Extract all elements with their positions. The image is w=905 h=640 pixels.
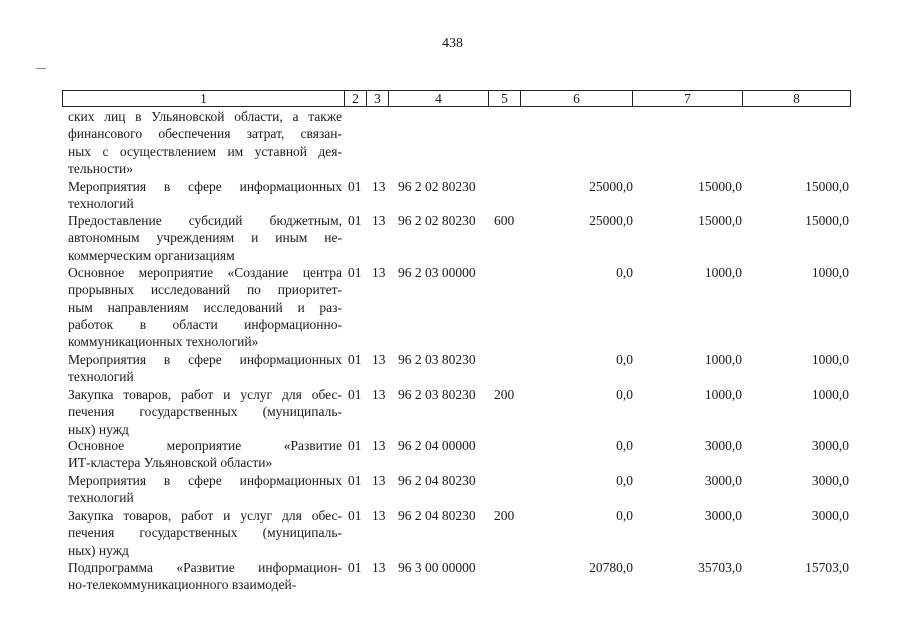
row-cell-c8: 1000,0 — [811, 387, 849, 402]
column-header-8: 8 — [743, 91, 851, 107]
row-name-line: Подпрограмма «Развитие информацион- — [68, 560, 342, 575]
row-cell-c3: 13 — [372, 438, 386, 453]
row-name-line: но-телекоммуникационного взаимодей- — [68, 577, 297, 593]
row-cell-c7: 1000,0 — [704, 387, 742, 402]
row-cell-c8: 1000,0 — [811, 352, 849, 367]
row-cell-c8: 3000,0 — [811, 438, 849, 453]
row-name — [68, 108, 342, 177]
row-cell-c2: 01 — [348, 560, 362, 575]
row-cell-c7: 3000,0 — [704, 508, 742, 523]
row-cell-c7: 1000,0 — [704, 265, 742, 280]
row-cell-c4: 96 2 03 80230 — [398, 387, 476, 402]
row-name-line: прорывных исследований по приоритет- — [68, 282, 342, 298]
row-name-line: Мероприятия в сфере информационных — [68, 179, 342, 194]
row-cell-c5: 600 — [494, 213, 515, 228]
row-name-line: ИТ-кластера Ульяновской области» — [68, 455, 273, 471]
row-cell-c6: 0,0 — [616, 473, 633, 488]
row-cell-c8: 1000,0 — [811, 265, 849, 280]
row-cell-c7: 15000,0 — [698, 179, 742, 194]
row-cell-c4: 96 3 00 00000 — [398, 560, 476, 575]
row-name — [68, 507, 342, 559]
row-cell-c3: 13 — [372, 352, 386, 367]
row-name — [68, 212, 342, 264]
row-name-line: Мероприятия в сфере информационных — [68, 473, 342, 488]
row-cell-c6: 25000,0 — [589, 213, 633, 228]
row-cell-c8: 3000,0 — [811, 473, 849, 488]
row-cell-c4: 96 2 04 00000 — [398, 438, 476, 453]
row-cell-c6: 0,0 — [616, 265, 633, 280]
row-cell-c4: 96 2 02 80230 — [398, 179, 476, 194]
row-name-line: технологий — [68, 196, 134, 212]
row-cell-c7: 3000,0 — [704, 473, 742, 488]
row-cell-c4: 96 2 04 80230 — [398, 473, 476, 488]
row-name-line: ным направлениям исследований и раз- — [68, 299, 342, 315]
row-cell-c6: 0,0 — [616, 387, 633, 402]
row-cell-c7: 35703,0 — [698, 560, 742, 575]
row-cell-c3: 13 — [372, 179, 386, 194]
row-cell-c5: 200 — [494, 508, 515, 523]
row-cell-c8: 15000,0 — [805, 213, 849, 228]
row-name-line: Предоставление субсидий бюджетным, — [68, 213, 342, 228]
row-cell-c2: 01 — [348, 179, 362, 194]
row-cell-c2: 01 — [348, 387, 362, 402]
row-cell-c2: 01 — [348, 438, 362, 453]
row-cell-c2: 01 — [348, 265, 362, 280]
row-name-line: Мероприятия в сфере информационных — [68, 352, 342, 367]
row-name-line: финансового обеспечения затрат, связан- — [68, 126, 342, 142]
row-cell-c8: 15703,0 — [805, 560, 849, 575]
column-header-5: 5 — [489, 91, 521, 107]
row-cell-c6: 25000,0 — [589, 179, 633, 194]
row-name — [68, 178, 342, 213]
row-name-line: ских лиц в Ульяновской области, а также — [68, 109, 342, 124]
row-cell-c3: 13 — [372, 213, 386, 228]
row-cell-c3: 13 — [372, 508, 386, 523]
scan-speck — [36, 68, 46, 69]
row-cell-c7: 3000,0 — [704, 438, 742, 453]
row-cell-c3: 13 — [372, 560, 386, 575]
row-name-line: печения государственных (муниципаль- — [68, 525, 342, 541]
row-cell-c6: 0,0 — [616, 352, 633, 367]
row-name-line: работок в области информационно- — [68, 316, 342, 332]
page-number: 438 — [442, 36, 463, 51]
column-header-2: 2 — [345, 91, 367, 107]
row-name-line: технологий — [68, 490, 134, 506]
row-cell-c6: 0,0 — [616, 438, 633, 453]
column-header-4: 4 — [389, 91, 489, 107]
row-name — [68, 386, 342, 438]
row-cell-c6: 20780,0 — [589, 560, 633, 575]
row-cell-c3: 13 — [372, 473, 386, 488]
row-cell-c2: 01 — [348, 213, 362, 228]
row-cell-c3: 13 — [372, 265, 386, 280]
column-header-7: 7 — [633, 91, 743, 107]
row-cell-c4: 96 2 02 80230 — [398, 213, 476, 228]
row-cell-c4: 96 2 03 80230 — [398, 352, 476, 367]
row-name-line: Закупка товаров, работ и услуг для обес- — [68, 508, 342, 523]
row-name-line: печения государственных (муниципаль- — [68, 404, 342, 420]
row-name-line: ных) нужд — [68, 542, 129, 558]
column-header-1: 1 — [63, 91, 345, 107]
row-name-line: коммерческим организациям — [68, 247, 235, 263]
row-cell-c2: 01 — [348, 473, 362, 488]
row-cell-c7: 1000,0 — [704, 352, 742, 367]
row-name — [68, 559, 342, 594]
row-name-line: автономным учреждениям и иным не- — [68, 230, 342, 246]
row-cell-c8: 3000,0 — [811, 508, 849, 523]
row-name — [68, 351, 342, 386]
column-header-6: 6 — [521, 91, 633, 107]
column-header-3: 3 — [367, 91, 389, 107]
row-cell-c2: 01 — [348, 352, 362, 367]
row-cell-c7: 15000,0 — [698, 213, 742, 228]
row-name-line: технологий — [68, 369, 134, 385]
row-name-line: Закупка товаров, работ и услуг для обес- — [68, 387, 342, 402]
row-name-line: коммуникационных технологий» — [68, 334, 259, 350]
row-cell-c6: 0,0 — [616, 508, 633, 523]
row-cell-c3: 13 — [372, 387, 386, 402]
row-name — [68, 472, 342, 507]
row-cell-c5: 200 — [494, 387, 515, 402]
row-cell-c2: 01 — [348, 508, 362, 523]
row-cell-c4: 96 2 03 00000 — [398, 265, 476, 280]
row-name — [68, 264, 342, 350]
row-name-line: ных с осуществлением им уставной дея- — [68, 143, 342, 159]
row-name — [68, 437, 342, 472]
row-cell-c8: 15000,0 — [805, 179, 849, 194]
row-name-line: Основное мероприятие «Создание центра — [68, 265, 342, 280]
row-name-line: тельности» — [68, 160, 133, 176]
row-cell-c4: 96 2 04 80230 — [398, 508, 476, 523]
row-name-line: ных) нужд — [68, 421, 129, 437]
row-name-line: Основное мероприятие «Развитие — [68, 438, 342, 453]
